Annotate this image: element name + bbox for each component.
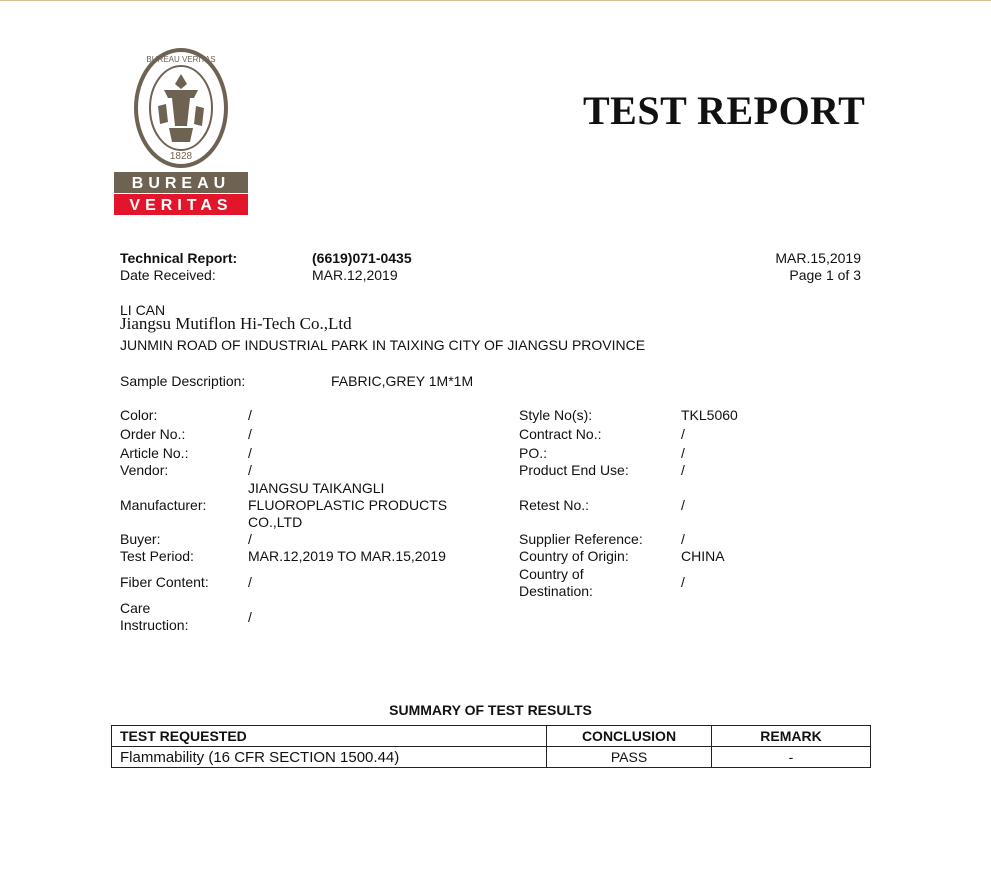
logo-word-bureau: BUREAU — [131, 175, 231, 192]
style-no-label: Style No(s): — [519, 407, 593, 423]
contract-no-label: Contract No.: — [519, 426, 602, 442]
client-address: JUNMIN ROAD OF INDUSTRIAL PARK IN TAIXING CITY OF JIANGSU PROVINCE — [120, 337, 646, 353]
fiber-content-label: Fiber Content: — [120, 574, 209, 590]
header-remark: REMARK — [712, 726, 871, 747]
style-no-value: TKL5060 — [681, 407, 738, 423]
country-of-origin-value: CHINA — [681, 548, 725, 564]
buyer-label: Buyer: — [120, 531, 161, 547]
page-number: Page 1 of 3 — [789, 267, 861, 283]
table-row — [112, 747, 871, 768]
product-end-use-label: Product End Use: — [519, 462, 629, 478]
results-table — [111, 725, 871, 768]
page-title: TEST REPORT — [583, 88, 866, 133]
bureau-veritas-logo — [114, 46, 248, 216]
row-test-requested: Flammability (16 CFR SECTION 1500.44) — [112, 747, 547, 768]
logo-seal-icon — [114, 46, 248, 216]
order-no-value: / — [248, 426, 252, 442]
header-test-requested: TEST REQUESTED — [112, 726, 547, 747]
sample-description-label: Sample Description: — [120, 373, 246, 389]
date-received-label: Date Received: — [120, 267, 216, 283]
test-period-label: Test Period: — [120, 548, 194, 564]
color-value: / — [248, 407, 252, 423]
header-conclusion: CONCLUSION — [547, 726, 712, 747]
top-rule — [0, 0, 991, 1]
vendor-label: Vendor: — [120, 462, 169, 478]
color-label: Color: — [120, 407, 158, 423]
care-instruction-label-1: Care — [120, 600, 151, 616]
manufacturer-value-line3: CO.,LTD — [248, 514, 303, 530]
order-no-label: Order No.: — [120, 426, 186, 442]
supplier-reference-label: Supplier Reference: — [519, 531, 643, 547]
manufacturer-value-line1: JIANGSU TAIKANGLI — [248, 480, 385, 496]
article-no-label: Article No.: — [120, 445, 189, 461]
seal-year: 1828 — [169, 151, 193, 162]
country-of-destination-value: / — [681, 574, 685, 590]
vendor-value: / — [248, 462, 252, 478]
manufacturer-value-line2: FLUOROPLASTIC PRODUCTS — [248, 497, 448, 513]
technical-report-label: Technical Report: — [120, 250, 238, 266]
row-remark: - — [712, 747, 871, 768]
manufacturer-label: Manufacturer: — [120, 497, 207, 513]
issue-date: MAR.15,2019 — [775, 250, 861, 266]
retest-no-label: Retest No.: — [519, 497, 590, 513]
logo-word-veritas: VERITAS — [129, 197, 233, 214]
buyer-value: / — [248, 531, 252, 547]
care-instruction-label-2: Instruction: — [120, 617, 189, 633]
test-period-value: MAR.12,2019 TO MAR.15,2019 — [248, 548, 446, 564]
contract-no-value: / — [681, 426, 685, 442]
care-instruction-value: / — [248, 609, 252, 625]
country-of-origin-label: Country of Origin: — [519, 548, 629, 564]
sample-description-value: FABRIC,GREY 1M*1M — [331, 373, 474, 389]
retest-no-value: / — [681, 497, 685, 513]
results-header-row — [112, 726, 871, 747]
technical-report-number: (6619)071-0435 — [312, 250, 412, 266]
country-of-destination-label-1: Country of — [519, 566, 584, 582]
po-value: / — [681, 445, 685, 461]
fiber-content-value: / — [248, 574, 252, 590]
country-of-destination-label-2: Destination: — [519, 583, 593, 599]
po-label: PO.: — [519, 445, 548, 461]
client-contact: LI CAN — [120, 302, 166, 318]
supplier-reference-value: / — [681, 531, 685, 547]
client-company: Jiangsu Mutiflon Hi-Tech Co.,Ltd — [120, 314, 352, 333]
product-end-use-value: / — [681, 462, 685, 478]
row-conclusion: PASS — [547, 747, 712, 768]
seal-top-text: BUREAU VERITAS — [146, 55, 216, 64]
date-received-value: MAR.12,2019 — [312, 267, 398, 283]
summary-title: SUMMARY OF TEST RESULTS — [389, 702, 592, 718]
article-no-value: / — [248, 445, 252, 461]
